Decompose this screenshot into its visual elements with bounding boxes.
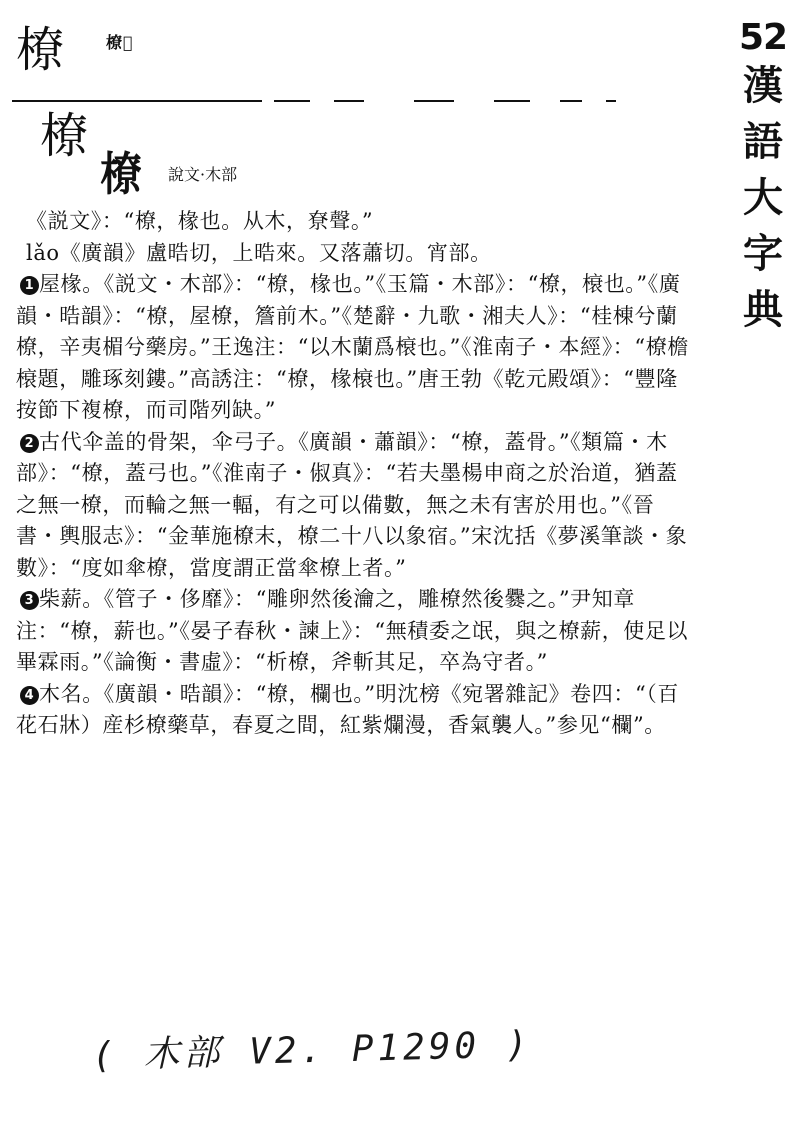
book-title-char: 語 (743, 119, 783, 165)
sense-2 (16, 427, 692, 585)
seal-script-glyph: 橑 (100, 147, 142, 201)
sense-number-badge: 1 (20, 276, 39, 295)
book-title-char: 字 (743, 231, 783, 277)
entry-body (16, 206, 692, 742)
sense-3 (16, 584, 692, 679)
seal-source-label: 說文·木部 (168, 165, 238, 184)
variant-forms: 橑𣟪 (106, 33, 134, 52)
book-spine (728, 18, 798, 338)
book-title-char: 典 (743, 287, 783, 333)
handwritten-reference-note: ( 木部 V2. P1290 ) (91, 1024, 532, 1077)
headword: 橑 (16, 22, 65, 78)
book-title-char: 大 (743, 175, 783, 221)
page-number: 52 (738, 17, 788, 58)
sense-text: 屋椽。《説文・木部》：“橑，椽也。”《玉篇・木部》：“橑，榱也。”《廣韻・晧韻》：“橑，屋橑，簷前木。”《楚辭・九歌・湘夫人》：“桂棟兮蘭橑，辛夷楣兮藥房。”王逸注：“以木蘭爲榱也。”《淮南子・本經》：“橑檐榱題，雕琢刻鏤。”高誘注：“橑，椽榱也。”唐王勃《乾元殿頌》：“豐隆按節下複橑，而司階列缺。” (16, 272, 689, 422)
sense-text: 柴薪。《管子・侈靡》：“雕卵然後瀹之，雕橑然後爨之。”尹知章注：“橑，薪也。”《晏子春秋・諫上》：“無積委之氓，與之橑薪，使足以畢霖雨。”《論衡・書虛》：“析橑，斧斬其足，卒為守者。” (16, 587, 689, 674)
sense-number-badge: 3 (20, 591, 39, 610)
book-title-char: 漢 (743, 63, 783, 109)
header-rule (12, 100, 612, 108)
headword-repeat: 橑 (40, 108, 89, 164)
sense-text: 古代伞盖的骨架，伞弓子。《廣韻・蕭韻》：“橑，蓋骨。”《類篇・木部》：“橑，蓋弓也。”《淮南子・俶真》：“若夫墨楊申商之於治道，猶蓋之無一橑，而輪之無一輻，有之可以備數，無之未有害於用也。”《晉書・輿服志》：“金華施橑末，橑二十八以象宿。”宋沈括《夢溪筆談・象數》：“度如傘橑，當度謂正當傘橑上者。” (16, 429, 688, 580)
sense-text: 木名。《廣韻・晧韻》：“橑，欄也。”明沈榜《宛署雜記》卷四：“（百花石牀）産杉橑藥草，春夏之間，紅紫爛漫，香氣襲人。”参见“欄”。 (16, 681, 680, 737)
sense-4 (16, 679, 692, 742)
pronunciation-line: lǎo《廣韻》盧晧切，上晧來。又落蕭切。宵部。 (26, 240, 492, 265)
shuowen-citation: 《説文》：“橑，椽也。从木，尞聲。” (26, 209, 374, 233)
sense-number-badge: 4 (20, 686, 39, 705)
sense-1 (16, 269, 692, 427)
sense-number-badge: 2 (20, 434, 39, 453)
